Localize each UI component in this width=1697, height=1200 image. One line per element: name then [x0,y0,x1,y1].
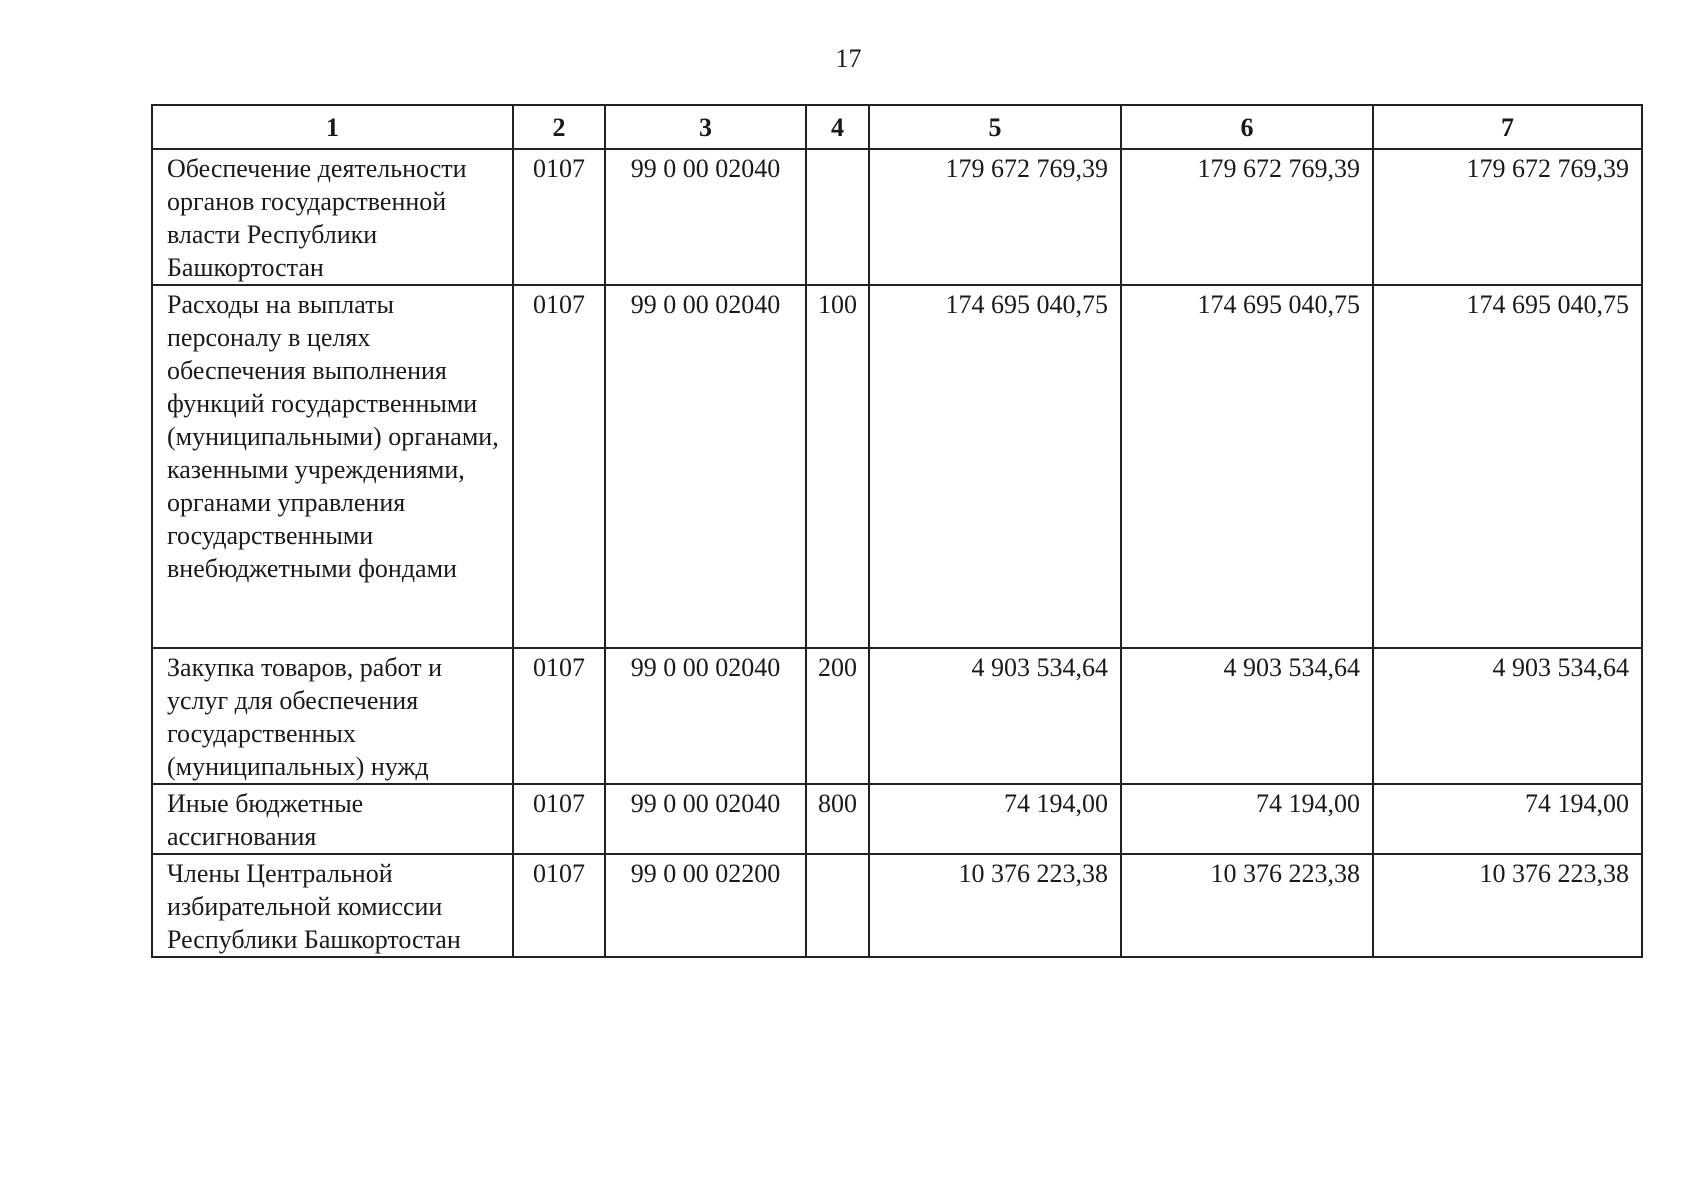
row-name: Закупка товаров, работ и услуг для обеспечения государственных (муниципальных) нужд [152,648,513,784]
row-target: 99 0 00 02040 [605,149,806,285]
header-col-5: 5 [869,105,1121,149]
header-col-3: 3 [605,105,806,149]
row-target: 99 0 00 02040 [605,784,806,854]
row-type: 800 [806,784,869,854]
table-row [152,784,1642,854]
row-value-5: 174 695 040,75 [869,285,1121,648]
row-target: 99 0 00 02200 [605,854,806,957]
page-number: 17 [835,44,862,73]
row-value-5: 74 194,00 [869,784,1121,854]
row-value-7: 174 695 040,75 [1373,285,1642,648]
row-section: 0107 [513,648,605,784]
header-col-6: 6 [1121,105,1373,149]
row-value-6: 74 194,00 [1121,784,1373,854]
row-name: Иные бюджетные ассигнования [152,784,513,854]
row-section: 0107 [513,149,605,285]
row-value-5: 10 376 223,38 [869,854,1121,957]
row-value-6: 10 376 223,38 [1121,854,1373,957]
header-row [152,105,1642,149]
row-target: 99 0 00 02040 [605,648,806,784]
row-section: 0107 [513,854,605,957]
header-col-2: 2 [513,105,605,149]
row-value-7: 179 672 769,39 [1373,149,1642,285]
table-row [152,648,1642,784]
table-row [152,149,1642,285]
row-section: 0107 [513,784,605,854]
row-value-6: 174 695 040,75 [1121,285,1373,648]
header-col-1: 1 [152,105,513,149]
table-row [152,285,1642,648]
header-col-7: 7 [1373,105,1642,149]
budget-table [151,104,1643,958]
row-value-6: 179 672 769,39 [1121,149,1373,285]
row-type [806,149,869,285]
row-target: 99 0 00 02040 [605,285,806,648]
table-row [152,854,1642,957]
row-value-7: 74 194,00 [1373,784,1642,854]
row-type: 100 [806,285,869,648]
row-value-7: 10 376 223,38 [1373,854,1642,957]
row-name: Обеспечение деятельности органов государственной власти Республики Башкортостан [152,149,513,285]
row-value-7: 4 903 534,64 [1373,648,1642,784]
header-col-4: 4 [806,105,869,149]
row-value-6: 4 903 534,64 [1121,648,1373,784]
row-name: Члены Центральной избирательной комиссии Республики Башкортостан [152,854,513,957]
row-name: Расходы на выплаты персоналу в целях обеспечения выполнения функций государственными (муниципальными) органами, казенными учреждениями, органами управления государственными внебюджетными фондами [152,285,513,648]
row-value-5: 4 903 534,64 [869,648,1121,784]
row-type: 200 [806,648,869,784]
row-type [806,854,869,957]
row-section: 0107 [513,285,605,648]
row-value-5: 179 672 769,39 [869,149,1121,285]
